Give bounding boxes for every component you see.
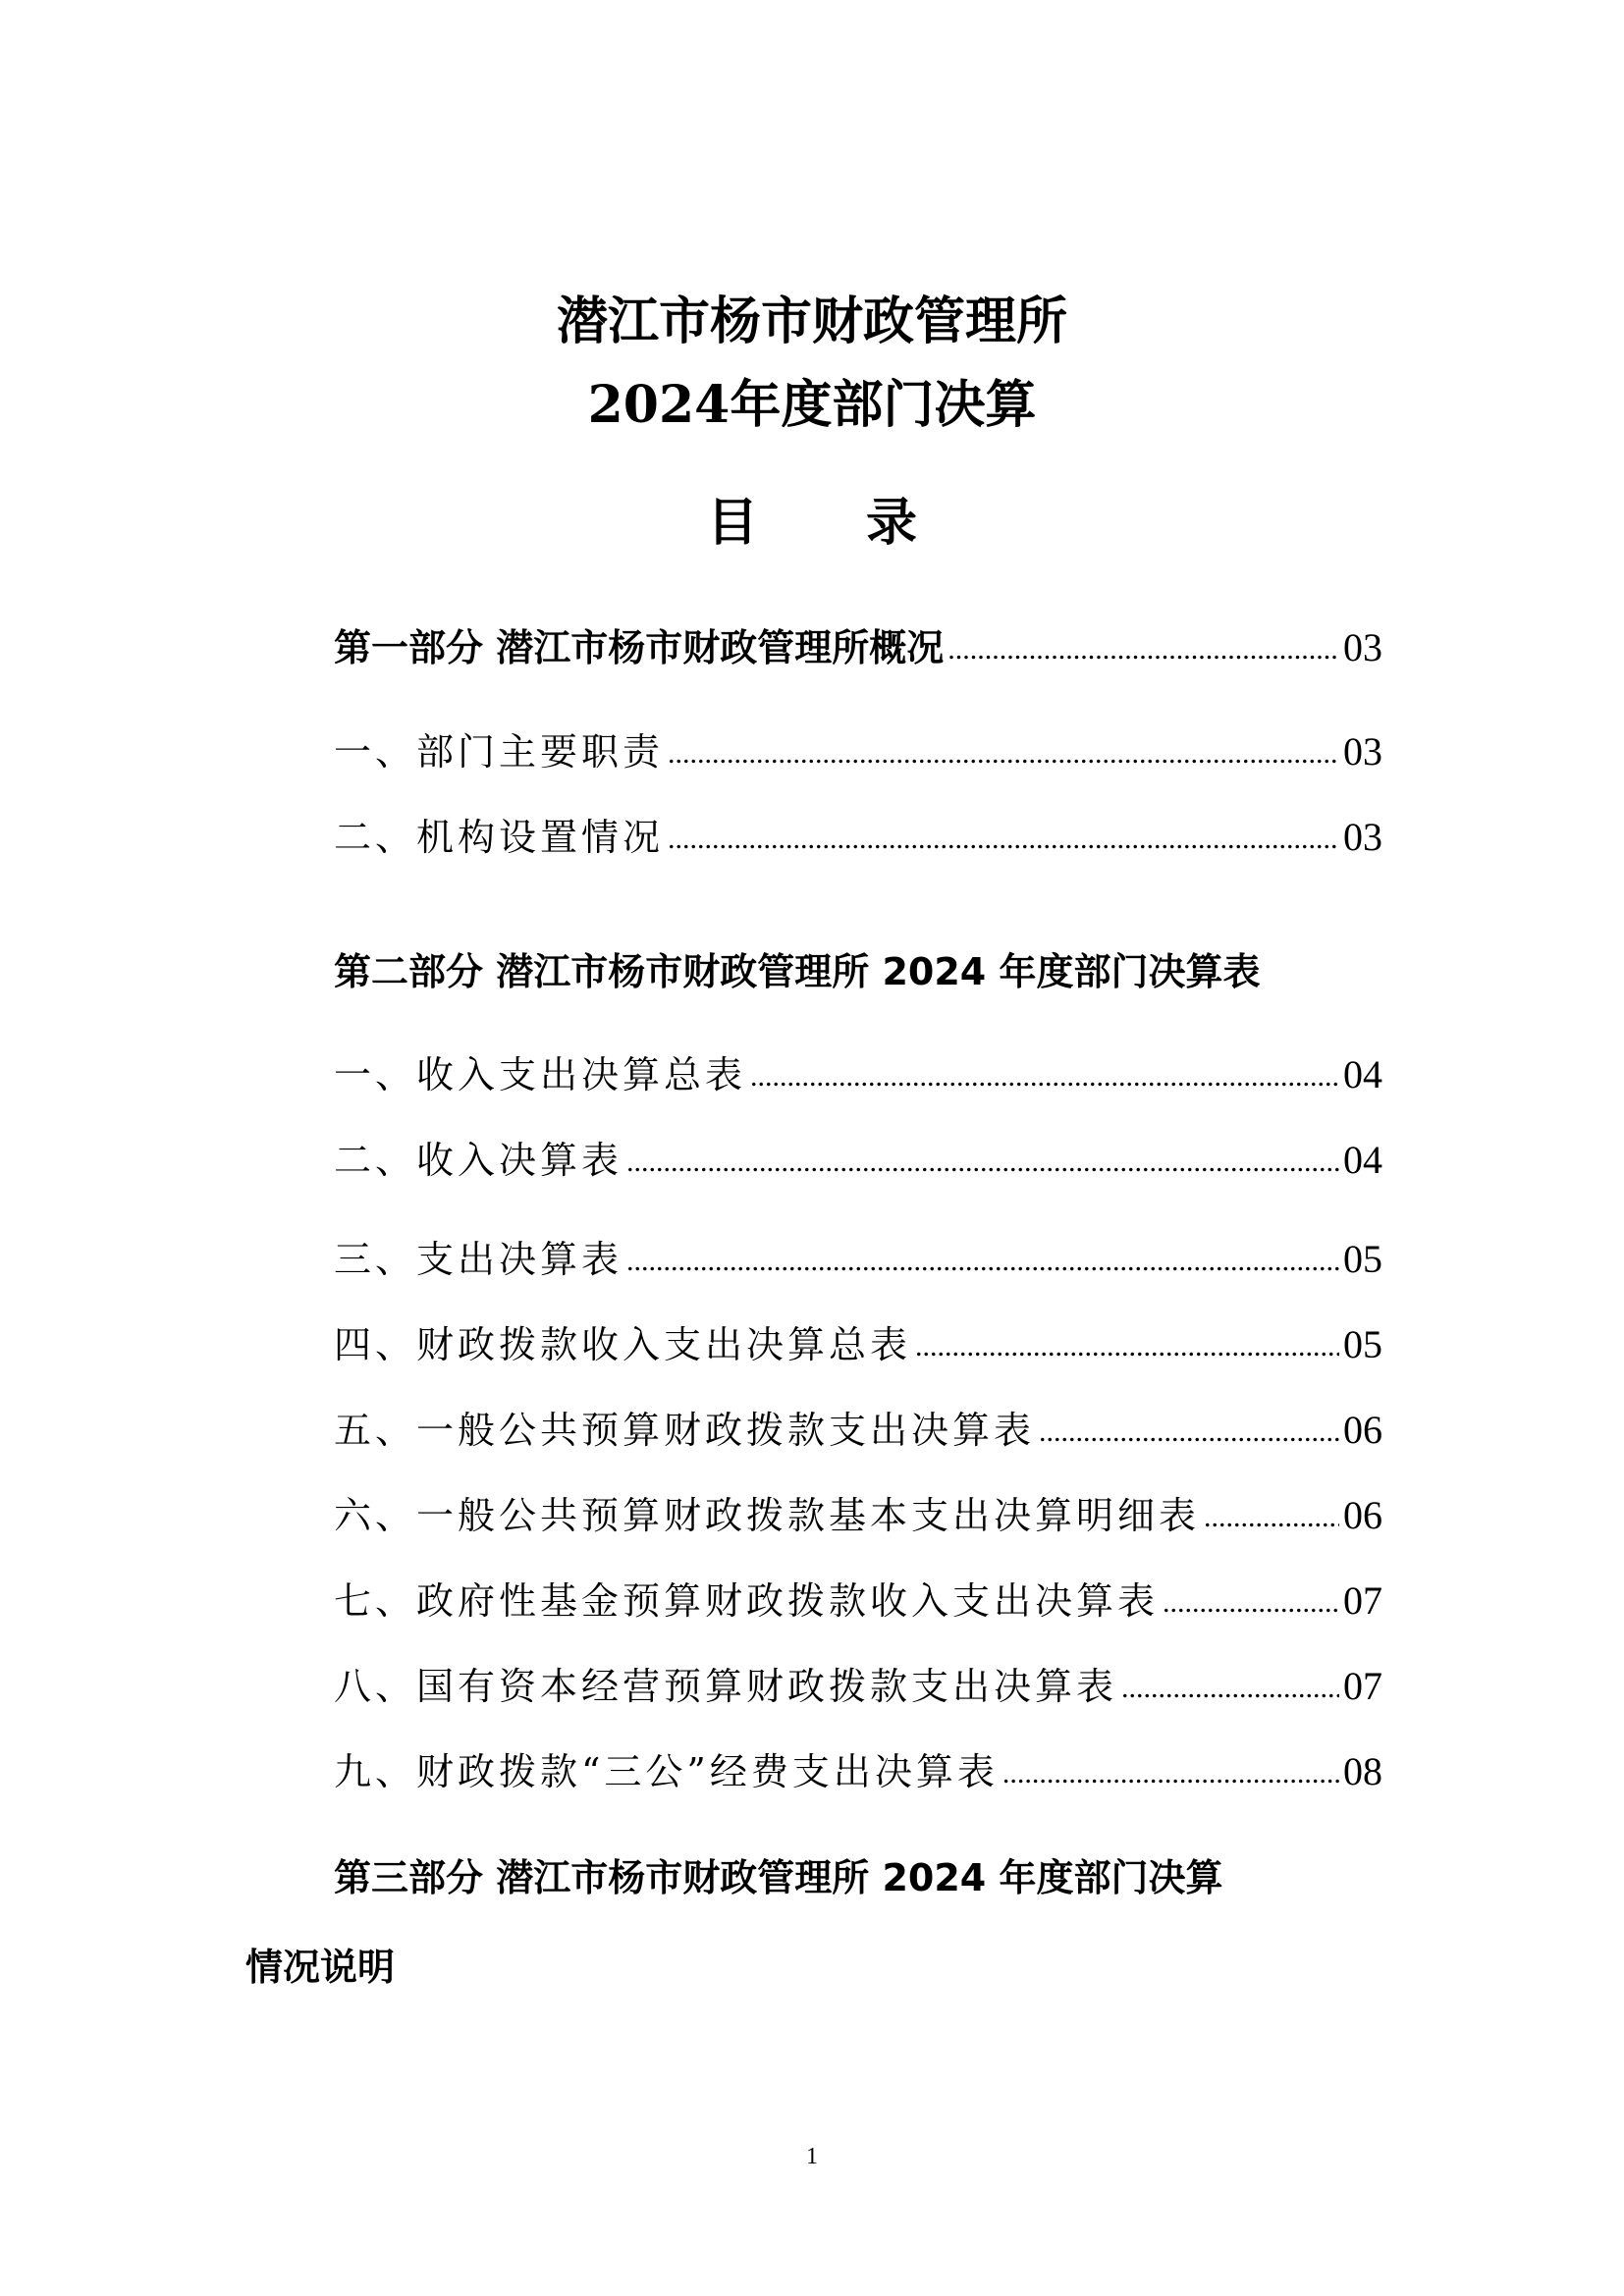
toc-leader bbox=[668, 820, 1339, 859]
toc-leader bbox=[750, 1057, 1339, 1096]
toc-entry-page: 05 bbox=[1343, 1322, 1382, 1366]
toc-entry-page: 08 bbox=[1343, 1749, 1382, 1793]
toc-entry[interactable] bbox=[334, 1574, 1382, 1629]
toc-part2-label[interactable]: 第二部分 潜江市杨市财政管理所 2024 年度部门决算表 bbox=[334, 950, 1261, 993]
toc-entry-label: 七、政府性基金预算财政拨款收入支出决算表 bbox=[334, 1579, 1160, 1623]
toc-leader bbox=[1002, 1754, 1339, 1793]
page-number: 1 bbox=[806, 2144, 818, 2169]
toc-heading: 目录 bbox=[706, 493, 1025, 553]
toc-entry-page: 05 bbox=[1343, 1237, 1382, 1281]
toc-entry-page: 06 bbox=[1343, 1408, 1382, 1452]
toc-entry-page: 04 bbox=[1343, 1138, 1382, 1182]
toc-entry[interactable] bbox=[334, 1133, 1382, 1188]
toc-leader bbox=[915, 1327, 1339, 1366]
toc-entry[interactable] bbox=[334, 1317, 1382, 1372]
toc-entry-label: 五、一般公共预算财政拨款支出决算表 bbox=[334, 1409, 1036, 1452]
toc-entry[interactable] bbox=[334, 1403, 1382, 1458]
toc-entry-label: 六、一般公共预算财政拨款基本支出决算明细表 bbox=[334, 1494, 1201, 1537]
toc-entry[interactable] bbox=[334, 1232, 1382, 1287]
toc-entry-page: 03 bbox=[1343, 729, 1382, 774]
toc-leader bbox=[626, 1242, 1339, 1281]
toc-leader bbox=[668, 734, 1339, 774]
toc-part1-label: 第一部分 潜江市杨市财政管理所概况 bbox=[334, 626, 945, 669]
toc-entry[interactable] bbox=[334, 724, 1382, 779]
toc-entry-label: 二、收入决算表 bbox=[334, 1139, 623, 1182]
toc-entry[interactable] bbox=[334, 1744, 1382, 1799]
toc-entry-page: 03 bbox=[1343, 815, 1382, 859]
toc-entry-label: 八、国有资本经营预算财政拨款支出决算表 bbox=[334, 1665, 1118, 1708]
toc-entry[interactable] bbox=[334, 1047, 1382, 1102]
toc-entry[interactable] bbox=[334, 1488, 1382, 1543]
toc-entry-label: 二、机构设置情况 bbox=[334, 816, 665, 859]
toc-entry[interactable] bbox=[334, 810, 1382, 865]
toc-part1[interactable] bbox=[334, 620, 1382, 675]
toc-entry-label: 三、支出决算表 bbox=[334, 1238, 623, 1281]
toc-entry-label: 九、财政拨款“三公”经费支出决算表 bbox=[334, 1750, 999, 1793]
toc-leader bbox=[1121, 1669, 1339, 1708]
document-subtitle: 2024年度部门决算 bbox=[587, 375, 1037, 435]
toc-part3-label[interactable]: 第三部分 潜江市杨市财政管理所 2024 年度部门决算 bbox=[334, 1856, 1223, 1899]
toc-leader bbox=[1163, 1583, 1339, 1623]
toc-entry-page: 06 bbox=[1343, 1493, 1382, 1537]
toc-leader bbox=[1039, 1413, 1339, 1452]
toc-entry[interactable] bbox=[334, 1659, 1382, 1714]
toc-entry-page: 07 bbox=[1343, 1664, 1382, 1708]
toc-entry-label: 四、财政拨款收入支出决算总表 bbox=[334, 1323, 912, 1366]
document-title: 潜江市杨市财政管理所 bbox=[556, 292, 1067, 351]
toc-entry-page: 07 bbox=[1343, 1578, 1382, 1623]
toc-part3-label-continued[interactable]: 情况说明 bbox=[245, 1946, 396, 1989]
toc-entry-page: 04 bbox=[1343, 1052, 1382, 1096]
toc-leader bbox=[1204, 1498, 1339, 1537]
toc-entry-label: 一、部门主要职责 bbox=[334, 730, 665, 774]
toc-part1-page: 03 bbox=[1343, 625, 1382, 669]
toc-entry-label: 一、收入支出决算总表 bbox=[334, 1053, 747, 1096]
toc-leader bbox=[626, 1143, 1339, 1182]
toc-leader bbox=[947, 630, 1339, 669]
